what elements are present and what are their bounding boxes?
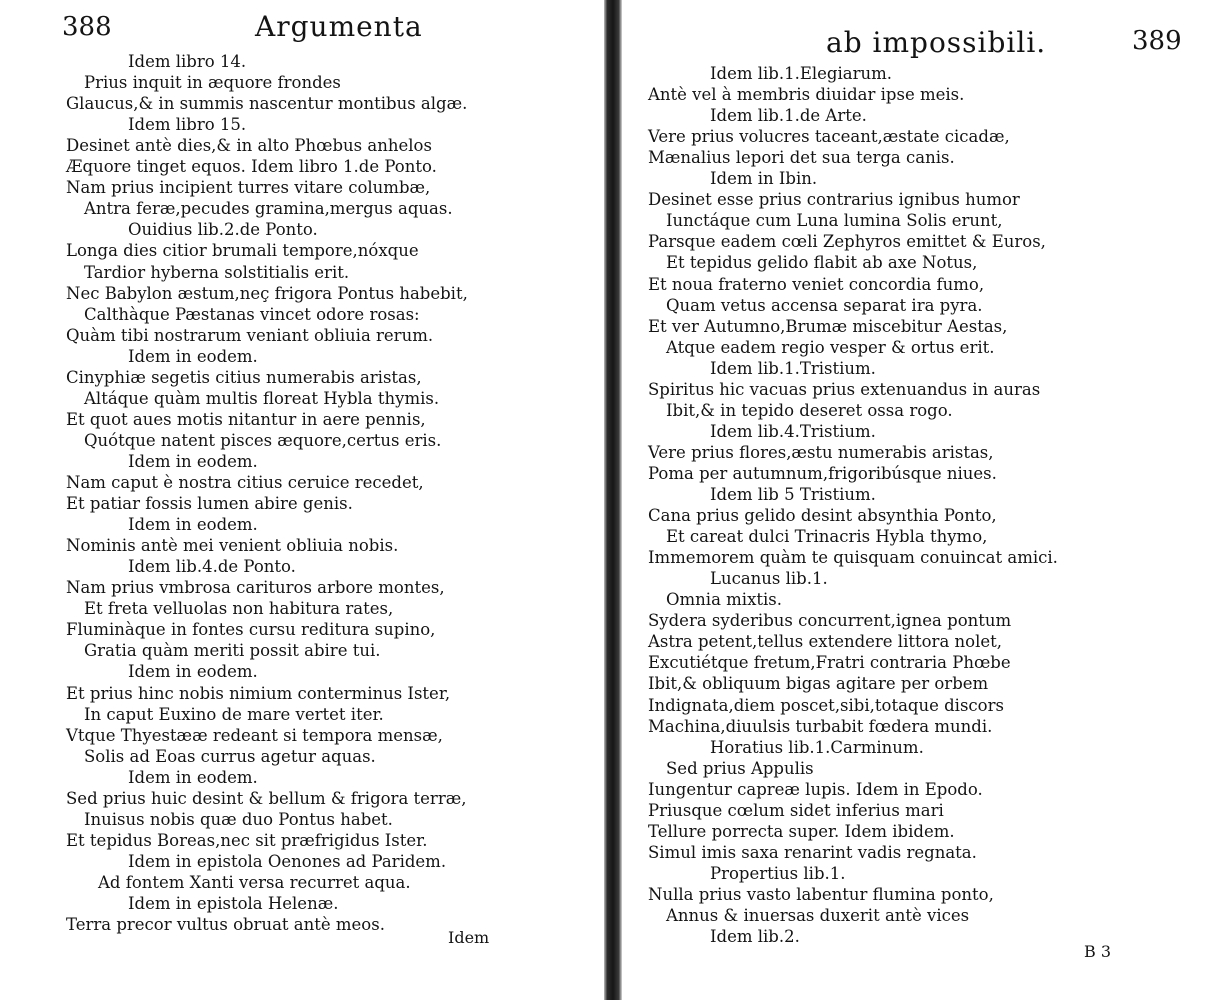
text-line: Idem in epistola Oenones ad Paridem. [128, 851, 447, 871]
text-line: Idem lib 5 Tristium. [710, 485, 876, 504]
text-line: Solis ad Eoas currus agetur aquas. [84, 746, 376, 766]
text-line: Iungentur capreæ lupis. Idem in Epodo. [648, 779, 983, 799]
text-line: Propertius lib.1. [710, 863, 846, 883]
text-line: Horatius lib.1.Carminum. [710, 737, 924, 757]
text-line: Sed prius huic desint & bellum & frigora terræ, [66, 788, 467, 808]
text-line: Ouidius lib.2.de Ponto. [128, 220, 318, 240]
text-line: Mænalius lepori det sua terga canis. [648, 148, 955, 168]
text-line: Iunctáque cum Luna lumina Solis erunt, [666, 211, 1003, 231]
text-line: Lucanus lib.1. [710, 569, 828, 589]
text-line: Nec Babylon æstum,neç frigora Pontus habebit, [66, 283, 468, 303]
text-line: Et quot aues motis nitantur in aere pennis, [66, 409, 426, 429]
text-line: Longa dies citior brumali tempore,nóxque [66, 241, 419, 261]
text-line: Desinet esse prius contrarius ignibus humor [648, 190, 1020, 210]
text-line: Sed prius Appulis [666, 758, 814, 778]
text-line: Altáque quàm multis floreat Hybla thymis. [84, 388, 440, 408]
text-line: Et noua fraterno veniet concordia fumo, [648, 274, 985, 294]
book-gutter [604, 0, 622, 1000]
running-title-right: ab impossibili. [826, 26, 1047, 59]
text-line: Omnia mixtis. [666, 590, 783, 610]
text-line: Sydera syderibus concurrent,ignea pontum [648, 611, 1012, 631]
text-line: Nominis antè mei venient obliuia nobis. [66, 536, 399, 556]
text-line: Ad fontem Xanti versa recurret aqua. [98, 872, 411, 892]
page-number-right: 389 [1132, 26, 1182, 56]
text-line: Idem in eodem. [128, 662, 258, 682]
text-line: Idem lib.2. [710, 927, 800, 947]
catchword: Idem [448, 928, 490, 947]
text-line: Immemorem quàm te quisquam conuincat amici. [648, 548, 1058, 568]
text-line: Et careat dulci Trinacris Hybla thymo, [666, 527, 988, 547]
text-line: Et freta velluolas non habitura rates, [84, 599, 394, 619]
text-line: Gratia quàm meriti possit abire tui. [84, 641, 381, 661]
text-line: Idem lib.1.Tristium. [710, 358, 876, 378]
text-line: Vere prius volucres taceant,æstate cicadæ, [648, 127, 1010, 147]
text-line: Antra feræ,pecudes gramina,mergus aquas. [84, 199, 453, 219]
text-line: Idem in eodem. [128, 451, 258, 471]
text-line: Et tepidus Boreas,nec sit præfrigidus Ister. [66, 830, 428, 850]
text-line: In caput Euxino de mare vertet iter. [84, 704, 384, 724]
text-line: Cana prius gelido desint absynthia Ponto, [648, 506, 997, 526]
text-line: Quam vetus accensa separat ira pyra. [666, 295, 983, 315]
text-line: Nam caput è nostra citius ceruice recedet, [66, 473, 424, 492]
text-line: Vtque Thyestææ redeant si tempora mensæ, [66, 725, 443, 745]
text-line: Atque eadem regio vesper & ortus erit. [666, 337, 995, 357]
text-line: Quàm tibi nostrarum veniant obliuia rerum. [66, 325, 434, 345]
text-line: Quótque natent pisces æquore,certus eris. [84, 430, 442, 450]
left-page [0, 0, 600, 1000]
text-line: Ibit,& in tepido deseret ossa rogo. [666, 400, 953, 420]
text-line: Excutiétque fretum,Fratri contraria Phœbe [648, 653, 1011, 673]
text-line: Spiritus hic vacuas prius extenuandus in auras [648, 379, 1041, 399]
text-line: Nam prius vmbrosa carituros arbore montes, [66, 578, 445, 598]
text-line: Idem lib.1.Elegiarum. [710, 64, 893, 83]
text-line: Et patiar fossis lumen abire genis. [66, 494, 353, 514]
text-line: Et ver Autumno,Brumæ miscebitur Aestas, [648, 316, 1008, 336]
text-line: Idem in eodem. [128, 515, 258, 535]
text-line: Antè vel à membris diuidar ipse meis. [648, 85, 965, 105]
text-line: Idem libro 15. [128, 115, 247, 135]
text-line: Simul imis saxa renarint vadis regnata. [648, 842, 977, 862]
text-line: Calthàque Pæstanas vincet odore rosas: [84, 304, 420, 324]
running-title-left: Argumenta [255, 10, 423, 43]
text-line: Nulla prius vasto labentur flumina ponto, [648, 884, 994, 904]
text-line: Idem in Ibin. [710, 169, 818, 189]
text-line: Fluminàque in fontes cursu reditura supino, [66, 620, 436, 640]
page-number-left: 388 [62, 12, 112, 42]
text-line: Idem in eodem. [128, 346, 258, 366]
text-line: Idem in eodem. [128, 767, 258, 787]
text-line: Machina,diuulsis turbabit fœdera mundi. [648, 716, 993, 736]
text-line: Annus & inuersas duxerit antè vices [666, 906, 970, 925]
text-line: Idem lib.1.de Arte. [710, 106, 867, 126]
text-line: Glaucus,& in summis nascentur montibus algæ. [66, 94, 468, 114]
text-line: Inuisus nobis quæ duo Pontus habet. [84, 809, 393, 829]
text-line: Terra precor vultus obruat antè meos. [66, 915, 385, 935]
text-line: Idem libro 14. [128, 52, 247, 71]
text-line: Æquore tinget equos. Idem libro 1.de Ponto. [66, 157, 437, 177]
text-line: Poma per autumnum,frigoribúsque niues. [648, 463, 997, 483]
text-line: Idem lib.4.de Ponto. [128, 557, 296, 577]
text-line: Idem lib.4.Tristium. [710, 421, 876, 441]
text-line: Priusque cœlum sidet inferius mari [648, 800, 944, 820]
text-line: Prius inquit in æquore frondes [84, 73, 341, 93]
text-line: Et tepidus gelido flabit ab axe Notus, [666, 253, 978, 273]
text-line: Astra petent,tellus extendere littora nolet, [648, 632, 1003, 652]
text-line: Ibit,& obliquum bigas agitare per orbem [648, 674, 989, 694]
text-line: Desinet antè dies,& in alto Phœbus anhelos [66, 136, 432, 156]
text-line: Indignata,diem poscet,sibi,totaque discors [648, 695, 1004, 715]
text-line: Et prius hinc nobis nimium conterminus Ister, [66, 683, 451, 703]
text-line: Tardior hyberna solstitialis erit. [84, 262, 350, 282]
right-page [626, 0, 1229, 1000]
text-line: Cinyphiæ segetis citius numerabis aristas, [66, 367, 422, 387]
text-line: Idem in epistola Helenæ. [128, 894, 339, 913]
text-line: Vere prius flores,æstu numerabis aristas, [648, 442, 994, 462]
text-line: Nam prius incipient turres vitare columbæ, [66, 178, 431, 198]
text-line: Parsque eadem cœli Zephyros emittet & Euros, [648, 232, 1046, 252]
text-line: Tellure porrecta super. Idem ibidem. [648, 821, 955, 841]
signature-mark: B 3 [1084, 942, 1112, 961]
